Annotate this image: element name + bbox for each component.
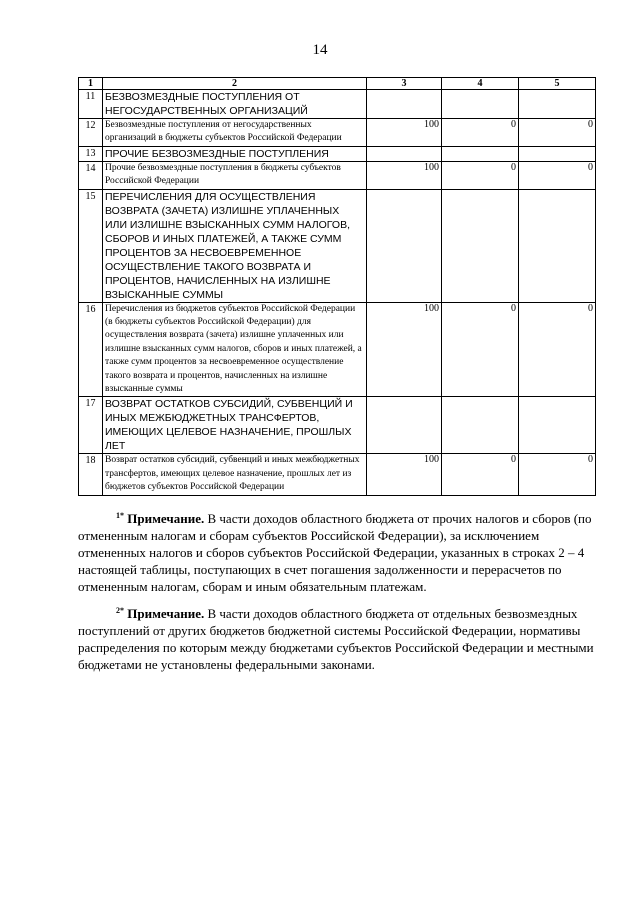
table-row bbox=[79, 119, 596, 147]
row-number-cell: 13 bbox=[79, 146, 103, 161]
header-col-1: 1 bbox=[79, 78, 103, 90]
col-3-value bbox=[367, 397, 442, 454]
col-4-value: 0 bbox=[442, 161, 519, 189]
col-4-value bbox=[442, 397, 519, 454]
col-3-value: 100 bbox=[367, 302, 442, 397]
note-paragraph bbox=[78, 605, 598, 673]
row-number-cell: 17 bbox=[79, 397, 103, 454]
col-4-value: 0 bbox=[442, 454, 519, 495]
col-5-value: 0 bbox=[519, 302, 596, 397]
col-3-value: 100 bbox=[367, 454, 442, 495]
note-label: Примечание. bbox=[127, 511, 205, 526]
row-number-cell: 11 bbox=[79, 90, 103, 119]
col-4-value: 0 bbox=[442, 302, 519, 397]
table-row bbox=[79, 189, 596, 302]
col-3-value: 100 bbox=[367, 161, 442, 189]
row-name-cell: ПЕРЕЧИСЛЕНИЯ ДЛЯ ОСУЩЕСТВЛЕНИЯ ВОЗВРАТА (ЗАЧЕТА) ИЗЛИШНЕ УПЛАЧЕННЫХ ИЛИ ИЗЛИШНЕ ВЗЫСКАННЫХ СУММ НАЛОГОВ, СБОРОВ И ИНЫХ ПЛАТЕЖЕЙ, А ТАКЖЕ СУММ ПРОЦЕНТОВ ЗА НЕСВОЕВРЕМЕННОЕ ОСУЩЕСТВЛЕНИЕ ТАКОГО ВОЗВРАТА И ПРОЦЕНТОВ, НАЧИСЛЕННЫХ НА ИЗЛИШНЕ ВЗЫСКАННЫЕ СУММЫ bbox=[103, 189, 367, 302]
row-name-cell: Прочие безвозмездные поступления в бюджеты субъектов Российской Федерации bbox=[103, 161, 367, 189]
row-name-cell: Перечисления из бюджетов субъектов Российской Федерации (в бюджеты субъектов Российской Федерации) для осуществления возврата (зачета) излишне уплаченных или излишне взысканных сумм налогов, сборов и иных платежей, а также сумм процентов за несвоевременное осуществление такого возврата и процентов, начисленных на излишне взысканные суммы bbox=[103, 302, 367, 397]
col-4-value bbox=[442, 90, 519, 119]
table-row bbox=[79, 397, 596, 454]
table-header-row bbox=[79, 78, 596, 90]
row-number-cell: 16 bbox=[79, 302, 103, 397]
page-number: 14 bbox=[312, 42, 328, 58]
note-text: В части доходов областного бюджета от отдельных безвозмездных поступлений от других бюджетов бюджетной системы Российской Федерации, нормативы распределения по которым между бюджетами субъектов Российской Федерации и местными бюджетами не установлены федеральными законами. bbox=[78, 606, 594, 672]
table-row bbox=[79, 161, 596, 189]
col-5-value bbox=[519, 90, 596, 119]
row-number-cell: 14 bbox=[79, 161, 103, 189]
table-row bbox=[79, 454, 596, 495]
row-name-cell: Безвозмездные поступления от негосударственных организаций в бюджеты субъектов Российской Федерации bbox=[103, 119, 367, 147]
header-col-4: 4 bbox=[442, 78, 519, 90]
col-4-value bbox=[442, 189, 519, 302]
col-5-value: 0 bbox=[519, 454, 596, 495]
row-name-cell: Возврат остатков субсидий, субвенций и иных межбюджетных трансфертов, имеющих целевое назначение, прошлых лет из бюджетов субъектов Российской Федерации bbox=[103, 454, 367, 495]
row-name-cell: БЕЗВОЗМЕЗДНЫЕ ПОСТУПЛЕНИЯ ОТ НЕГОСУДАРСТВЕННЫХ ОРГАНИЗАЦИЙ bbox=[103, 90, 367, 119]
note-label: Примечание. bbox=[127, 606, 205, 621]
table-row bbox=[79, 302, 596, 397]
col-3-value bbox=[367, 189, 442, 302]
col-5-value bbox=[519, 146, 596, 161]
distribution-table bbox=[78, 77, 596, 496]
note-paragraph bbox=[78, 510, 598, 595]
col-5-value: 0 bbox=[519, 119, 596, 147]
col-3-value bbox=[367, 90, 442, 119]
note-text: В части доходов областного бюджета от прочих налогов и сборов (по отмененным налогам и сборам субъектов Российской Федерации), за исключением отмененных налогов и сборов субъектов Российской Федерации, указанных в строках 2 – 4 настоящей таблицы, поступающих в счет погашения задолженности и перерасчетов по отмененным налогам, сборам и иным обязательным платежам. bbox=[78, 511, 592, 594]
row-name-cell: ПРОЧИЕ БЕЗВОЗМЕЗДНЫЕ ПОСТУПЛЕНИЯ bbox=[103, 146, 367, 161]
col-4-value: 0 bbox=[442, 119, 519, 147]
col-4-value bbox=[442, 146, 519, 161]
col-3-value: 100 bbox=[367, 119, 442, 147]
row-name-cell: ВОЗВРАТ ОСТАТКОВ СУБСИДИЙ, СУБВЕНЦИЙ И ИНЫХ МЕЖБЮДЖЕТНЫХ ТРАНСФЕРТОВ, ИМЕЮЩИХ ЦЕЛЕВОЕ НАЗНАЧЕНИЕ, ПРОШЛЫХ ЛЕТ bbox=[103, 397, 367, 454]
row-number-cell: 12 bbox=[79, 119, 103, 147]
col-5-value bbox=[519, 397, 596, 454]
note-footnote-mark: 1* bbox=[116, 511, 124, 520]
table-body bbox=[79, 90, 596, 496]
row-number-cell: 18 bbox=[79, 454, 103, 495]
note-2 bbox=[78, 605, 598, 673]
table-row bbox=[79, 90, 596, 119]
col-3-value bbox=[367, 146, 442, 161]
col-5-value: 0 bbox=[519, 161, 596, 189]
notes-section bbox=[78, 510, 598, 673]
header-col-5: 5 bbox=[519, 78, 596, 90]
header-col-3: 3 bbox=[367, 78, 442, 90]
table-row bbox=[79, 146, 596, 161]
note-footnote-mark: 2* bbox=[116, 606, 124, 615]
note-1 bbox=[78, 510, 598, 595]
header-col-2: 2 bbox=[103, 78, 367, 90]
col-5-value bbox=[519, 189, 596, 302]
row-number-cell: 15 bbox=[79, 189, 103, 302]
